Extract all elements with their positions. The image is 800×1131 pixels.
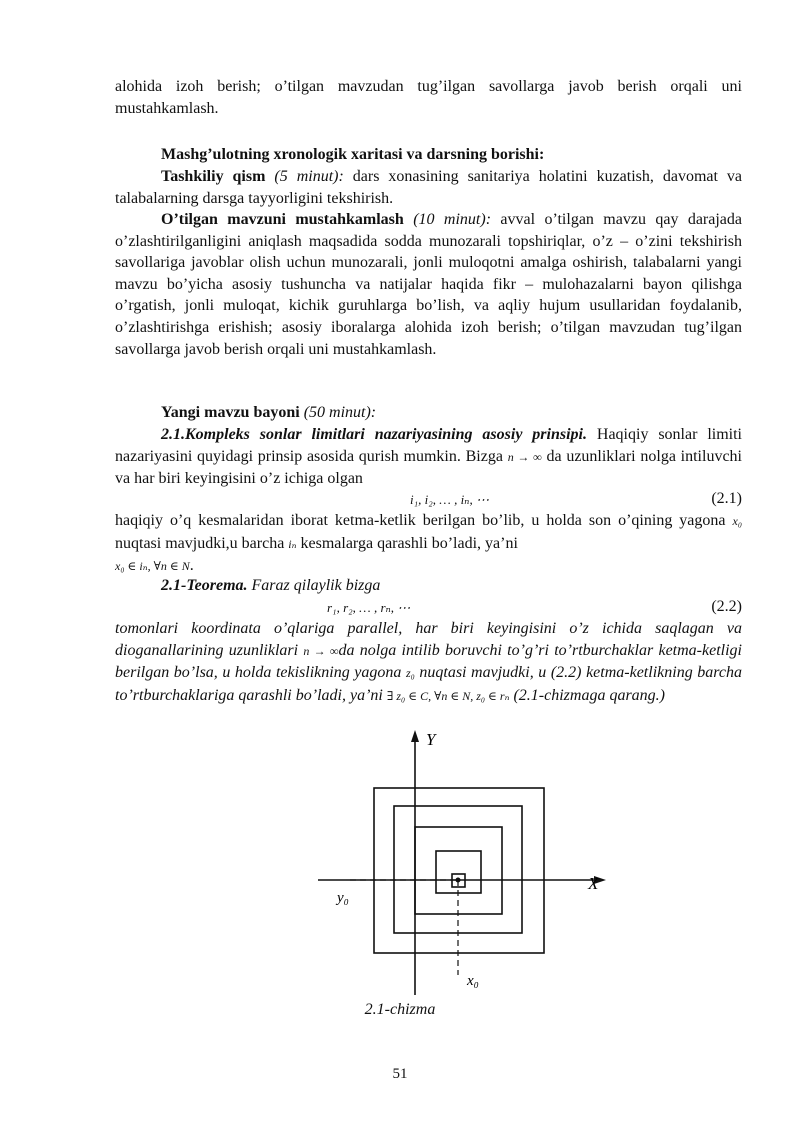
rectangle-r1 [374, 788, 544, 953]
theorem-text1: tomonlari koordinata o’qlariga parallel, har biri keyingisini o’z ichida saqlagan va dioganallarining uzunliklari [115, 620, 742, 659]
y0-label: y₀ [337, 890, 349, 906]
after-eq1-end: . [189, 557, 194, 575]
equation-2-1-number: (2.1) [711, 490, 742, 507]
review-text: avval o’tilgan mavzu qay darajada o’zlashtirilganligini aniqlash maqsadida sodda munozarali topshiriqlar, o’z – o’zini tekshirish savollariga javoblar olish uchun munozarali, jonli muloqotni amalga oshirish, talabalarni yangi mavzu bo’yicha asosiy tushuncha va natijalar haqida fikr – mulohazalarni bayon qilishga o’rgatish, jonli muloqat, kichik guruhlarga bo’lish, va aqliy hujum usullaridan foydalanib, o’zlashtirishga erishish; asosiy iboralarga alohida izoh berish; o’tilgan mavzudan tug’ilgan savollarga javob berish orqali uni mustahkamlash. [115, 211, 743, 358]
theorem-n-to-inf: n → ∞ [303, 643, 339, 658]
intro-text: alohida izoh berish; o’tilgan mavzudan tug’ilgan savollarga javob berish orqali uni mustahkamlash. [115, 78, 742, 117]
equation-2-1-expr: i₁, i₂, … , iₙ, ⋯ [410, 492, 489, 507]
point-z0 [456, 878, 461, 883]
after-eq1-text2: nuqtasi mavjudki,u barcha [115, 534, 289, 552]
theorem-title: 2.1-Teorema. [161, 577, 248, 594]
review-lead: O’tilgan mavzuni mustahkamlash [161, 211, 404, 228]
section-heading: Mashg’ulotning xronologik xaritasi va darsning borishi: [161, 146, 545, 163]
principle-title: 2.1.Kompleks sonlar limitlari nazariyasining asosiy prinsipi. [161, 426, 587, 443]
principle-text2: da uzunliklari nolga intiluvchi va har biri keyingisini o’z ichiga olgan [115, 447, 742, 488]
theorem-intro: Faraz qilaylik bizga [247, 577, 381, 594]
theorem-text4: (2.1-chizmaga qarang.) [509, 686, 666, 704]
after-eq1-text3: kesmalarga qarashli bo’ladi, ya’ni [296, 534, 518, 552]
x0-symbol: x₀ [732, 514, 742, 528]
y-axis-label: Y [426, 730, 436, 749]
org-lead: Tashkiliy qism [161, 168, 266, 185]
in-symbol: iₙ [288, 536, 297, 551]
x-axis-label: X [588, 874, 599, 893]
theorem-formula: ∃ z₀ ∈ C, ∀n ∈ N, z₀ ∈ rₙ [386, 688, 510, 703]
equation-2-2-expr: r₁, r₂, … , rₙ, ⋯ [327, 600, 411, 615]
theorem-text3: nuqtasi mavjudki, u (2.2) ketma-ketlikning barcha to’rtburchaklariga qarashli bo’ladi, ya’ni [115, 664, 742, 704]
newtopic-time: (50 minut): [303, 404, 377, 421]
equation-2-2-number: (2.2) [711, 598, 742, 615]
principle-text1: Haqiqiy sonlar limiti nazariyasini quyidagi prinsip asosida qurish mumkin. Bizga [115, 426, 742, 465]
x0-label: x₀ [467, 973, 479, 989]
org-time: (5 minut): [274, 168, 344, 185]
theorem-text2: da nolga intilib boruvchi to’g’ri to’rtburchaklar ketma-ketligi berilgan bo’lsa, u holda tekislikning yagona [115, 641, 742, 682]
z0-symbol: z₀ [405, 666, 415, 681]
review-time: (10 minut): [413, 211, 492, 228]
after-eq1-text1: haqiqiy o’q kesmalaridan iborat ketma-ketlik berilgan bo’lib, u holda son o’qining yagona [115, 512, 733, 529]
principle-n-to-inf: n → ∞ [507, 449, 542, 464]
figure-caption: 2.1-chizma [364, 1001, 436, 1018]
newtopic-lead: Yangi mavzu bayoni [161, 404, 300, 421]
y-axis-arrow [411, 730, 419, 742]
org-text: dars xonasining sanitariya holatini kuzatish, davomat va talabalarning darsga tayyorligini tekshirish. [115, 168, 743, 207]
page-number: 51 [392, 1066, 408, 1082]
after-eq1-formula: x₀ ∈ iₙ, ∀n ∈ N [115, 559, 190, 574]
